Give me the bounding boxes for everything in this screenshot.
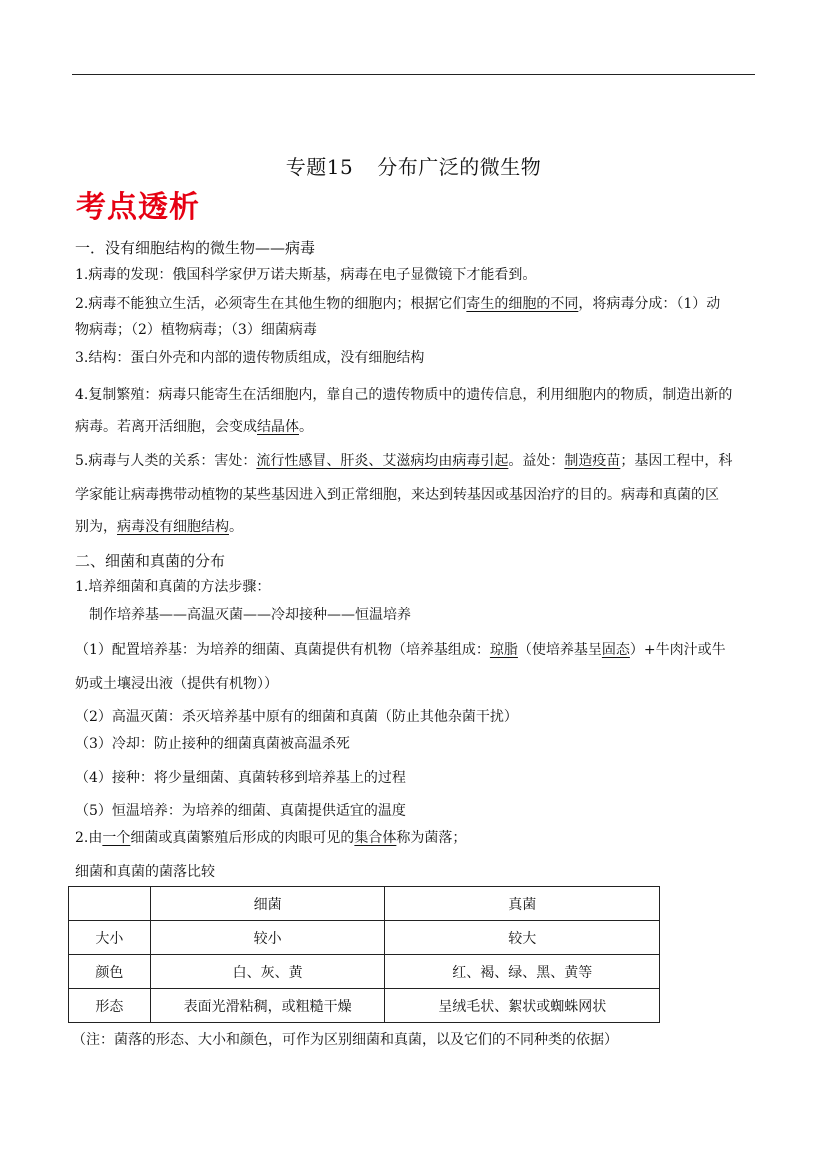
table-row — [69, 989, 660, 1023]
step-1: （1）配置培养基：为培养的细菌、真菌提供有机物（培养基组成：琼脂（使培养基呈固态）+牛肉汁或牛 — [75, 642, 726, 658]
s1-paragraph-4-cont: 病毒。若离开活细胞，会变成结晶体。 — [75, 419, 313, 435]
step-5: （5）恒温培养：为培养的细菌、真菌提供适宜的温度 — [75, 803, 406, 819]
s2-paragraph-2: 2.由一个细菌或真菌繁殖后形成的肉眼可见的集合体称为菌落； — [75, 830, 467, 846]
underlined-term: 一个 — [102, 830, 131, 846]
table-cell: 表面光滑粘稠，或粗糙干燥 — [150, 989, 385, 1023]
s1-paragraph-2: 2.病毒不能独立生活，必须寄生在其他生物的细胞内；根据它们寄生的细胞的不同，将病毒分成：（1）动 — [75, 296, 721, 312]
table-cell: 较大 — [385, 921, 660, 955]
table-header-cell — [69, 887, 151, 921]
culture-steps: 制作培养基——高温灭菌——冷却接种——恒温培养 — [89, 607, 411, 623]
table-row-label: 形态 — [69, 989, 151, 1023]
s1-paragraph-5-cont: 学家能让病毒携带动植物的某些基因进入到正常细胞，来达到转基因或基因治疗的目的。病毒和真菌的区 — [75, 487, 719, 503]
section-1-heading: 一．没有细胞结构的微生物——病毒 — [75, 239, 316, 257]
section-badge: 考点透析 — [76, 190, 200, 225]
underlined-term: 固态 — [601, 642, 630, 658]
s2-paragraph-1: 1.培养细菌和真菌的方法步骤： — [75, 579, 271, 595]
table-cell: 呈绒毛状、絮状或蜘蛛网状 — [385, 989, 660, 1023]
s1-paragraph-3: 3.结构：蛋白外壳和内部的遗传物质组成，没有细胞结构 — [75, 350, 425, 366]
s1-paragraph-2-cont: 物病毒；（2）植物病毒；（3）细菌病毒 — [75, 322, 317, 338]
underlined-term: 琼脂 — [489, 642, 518, 658]
table-cell: 较小 — [150, 921, 385, 955]
step-4: （4）接种：将少量细菌、真菌转移到培养基上的过程 — [75, 770, 406, 786]
page-title — [0, 151, 827, 180]
table-header-cell: 细菌 — [150, 887, 385, 921]
colony-comparison-table — [68, 886, 660, 1023]
table-cell: 白、灰、黄 — [150, 955, 385, 989]
s1-paragraph-5: 5.病毒与人类的关系：害处：流行性感冒、肝炎、艾滋病均由病毒引起。益处：制造疫苗；基因工程中，科 — [75, 453, 733, 469]
table-caption: 细菌和真菌的菌落比较 — [75, 864, 215, 880]
title-prefix: 专题15 — [285, 155, 354, 179]
section-2-heading: 二、细菌和真菌的分布 — [75, 552, 226, 570]
table-row — [69, 955, 660, 989]
table-note: （注：菌落的形态、大小和颜色，可作为区别细菌和真菌，以及它们的不同种类的依据） — [72, 1032, 618, 1048]
s1-paragraph-4: 4.复制繁殖：病毒只能寄生在活细胞内，靠自己的遗传物质中的遗传信息，利用细胞内的物质，制造出新的 — [75, 387, 733, 403]
table-row-label: 颜色 — [69, 955, 151, 989]
underlined-term: 流行性感冒、肝炎、艾滋病均由病毒引起 — [256, 453, 509, 469]
table-cell: 红、褐、绿、黑、黄等 — [385, 955, 660, 989]
header-rule — [72, 74, 755, 75]
s1-paragraph-1: 1.病毒的发现：俄国科学家伊万诺夫斯基，病毒在电子显微镜下才能看到。 — [75, 267, 537, 283]
step-1-cont: 奶或土壤浸出液（提供有机物）） — [75, 676, 278, 692]
step-2: （2）高温灭菌：杀灭培养基中原有的细菌和真菌（防止其他杂菌干扰） — [75, 709, 518, 725]
table-row-label: 大小 — [69, 921, 151, 955]
step-3: （3）冷却：防止接种的细菌真菌被高温杀死 — [75, 736, 350, 752]
table-header-cell: 真菌 — [385, 887, 660, 921]
table-header-row — [69, 887, 660, 921]
underlined-term: 制造疫苗 — [564, 453, 621, 469]
underlined-term: 结晶体 — [257, 419, 299, 435]
underlined-term: 寄生的细胞的不同 — [466, 296, 579, 312]
title-text: 分布广泛的微生物 — [377, 155, 542, 179]
underlined-term: 病毒没有细胞结构 — [117, 519, 229, 535]
underlined-term: 集合体 — [354, 830, 397, 846]
table-row — [69, 921, 660, 955]
s1-paragraph-5-end: 别为，病毒没有细胞结构。 — [75, 519, 243, 535]
